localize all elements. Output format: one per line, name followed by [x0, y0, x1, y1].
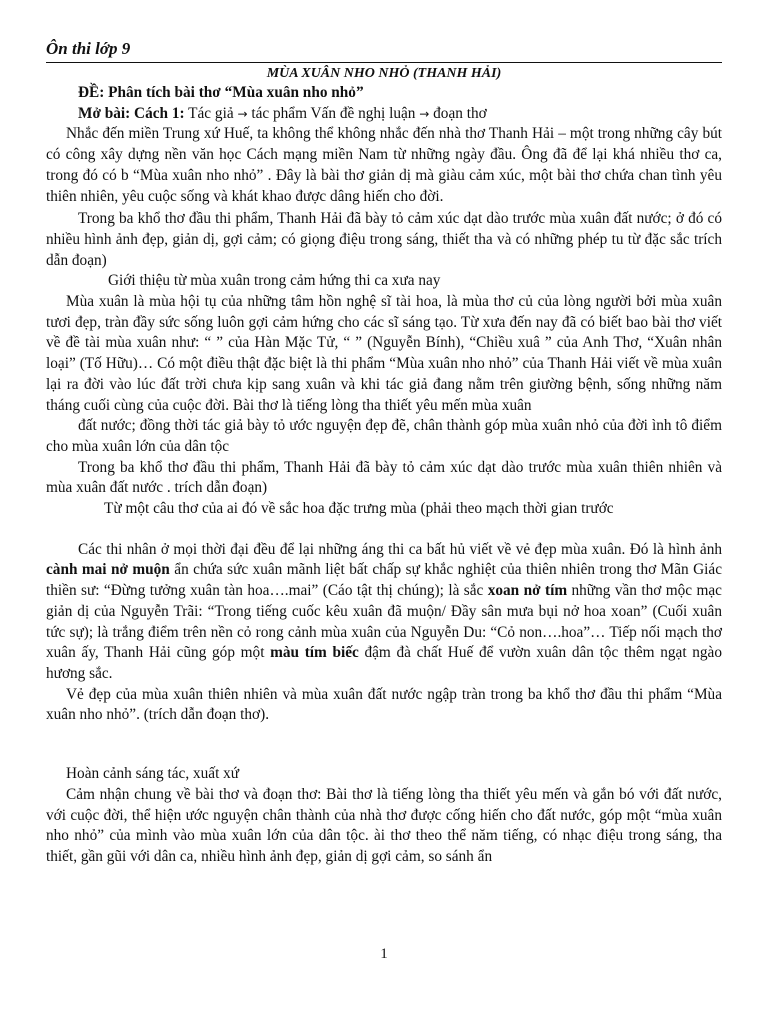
paragraph-spring-inspiration: Giới thiệu từ mùa xuân trong cảm hứng thi ca xưa nay — [108, 272, 441, 290]
paragraph-three-stanzas: Trong ba khổ thơ đầu thi phẩm, Thanh Hải đã bày tỏ cảm xúc dạt dào trước mùa xuân đất nước; ở đó có nhiều hình ảnh đẹp, giản dị, gợi cảm; có giọng điệu trong sáng, thiết tha và có những phép tu từ đặc sắc trích dẫn đoạn) — [46, 210, 722, 269]
text-span: Các thi nhân ở mọi thời đại đều để lại những áng thi ca bất hủ viết về vẻ đẹp mùa xuân. Đó là hình ảnh — [78, 540, 722, 558]
bold-phrase-mai: cành mai nở muộn — [46, 561, 170, 579]
mo-bai-part2: tác phẩm Vấn đề nghị luận — [247, 104, 420, 122]
document-title: MÙA XUÂN NHO NHỎ (THANH HẢI) — [266, 66, 502, 81]
paragraph-wish: đất nước; đồng thời tác giả bày tỏ ước nguyện đẹp đẽ, chân thành góp mùa xuân nhỏ của đời ình tô điểm cho mùa xuân lớn của dân tộc — [46, 417, 722, 455]
mo-bai-label: Mở bài: Cách 1: — [78, 104, 185, 122]
arrow-right-icon: → — [237, 106, 248, 121]
spacer — [46, 726, 722, 764]
mo-bai-line — [46, 104, 722, 125]
mo-bai-part1: Tác giả — [184, 104, 238, 122]
text-span: đậm đà chất Huế để vườn xuân dân tộc thêm ngạt ngào hương sắc. — [46, 644, 722, 682]
paragraph-context: Hoàn cảnh sáng tác, xuất xứ — [66, 765, 240, 783]
bold-phrase-xoan: xoan nở tím — [487, 582, 568, 600]
bold-phrase-tim-biec: màu tím biếc — [270, 644, 359, 662]
text-span: những vần thơ mộc mạc giản dị của Nguyễn Trãi: “Trong tiếng cuốc kêu xuân đã muộn/ Đầy sân mưa bụi nở hoa xoan” (Cuối xuân tức sự); là trắng điểm trên nền cỏ rong cảnh mùa xuân của Nguyễn Du: “Cỏ non….hoa”… Tiếp nối mạch thơ xuân ấy, Thanh Hải cũng góp một — [46, 582, 722, 662]
mo-bai-part3: đoạn thơ — [429, 104, 487, 122]
de-line — [46, 83, 722, 104]
paragraph-beauty: Vẻ đẹp của mùa xuân thiên nhiên và mùa xuân đất nước ngập tràn trong ba khổ thơ đầu thi phẩm “Mùa xuân nho nhỏ”. (trích dẫn đoạn thơ). — [46, 685, 722, 724]
document-header: Ôn thi lớp 9 — [46, 38, 722, 63]
paragraph-spring-season: Mùa xuân là mùa hội tụ của những tâm hồn nghệ sĩ tài hoa, là mùa thơ củ của lòng người bởi mùa xuân tươi đẹp, tràn đầy sức sống luôn gợi cảm hứng cho các sĩ sáng tạo. Từ xưa đến nay đã có biết bao bài thơ viết về đề tài mùa xuân như: “ ” của Hàn Mặc Tử, “ ” (Nguyễn Bính), “Chiều xuâ ” của Anh Thơ, “Xuân nhân loại” (Tố Hữu)… Có một điều thật đặc biệt là thi phẩm “Mùa xuân nho nhỏ” của Thanh Hải viết về mùa xuân lại ra đời vào lúc đất trời chưa kịp sang xuân và khi tác giả đang nằm trên giường bệnh, sống những năm tháng cuối cùng của cuộc đời. Bài thơ là tiếng lòng tha thiết yêu mến mùa xuân — [46, 293, 722, 414]
paragraph-three-stanzas-2: Trong ba khổ thơ đầu thi phẩm, Thanh Hải đã bày tỏ cảm xúc dạt dào trước mùa xuân thiên nhiên và mùa xuân đất nước . trích dẫn đoạn) — [46, 458, 722, 497]
text-span: ẩn chứa sức xuân mãnh liệt bất chấp sự khắc nghiệt của thiên nhiên trong thơ Mãn Giác thiền sư: “Đừng tưởng xuân tàn hoa….mai” (Cáo tật thị chúng); là sắc — [46, 561, 723, 600]
page-number: 1 — [380, 946, 388, 962]
de-label: ĐỀ: — [78, 84, 105, 101]
paragraph-intro: Nhắc đến miền Trung xứ Huế, ta không thể không nhắc đến nhà thơ Thanh Hải – một trong những cây bút có công xây dựng nền văn học Cách mạng miền Nam từ những ngày đầu. Ông đã để lại khá nhiều thơ ca, trong đó có b “Mùa xuân nho nhỏ” . Đây là bài thơ giản dị mà giàu cảm xúc, một bài thơ chứa chan tình yêu thiên nhiên, yêu cuộc sống và khát khao được dâng hiến cho đời. — [46, 125, 722, 205]
paragraph-poets — [46, 540, 722, 685]
spacer — [46, 520, 722, 540]
de-text: Phân tích bài thơ “Mùa xuân nho nhỏ” — [104, 84, 364, 101]
paragraph-flower-color: Từ một câu thơ của ai đó về sắc hoa đặc trưng mùa (phải theo mạch thời gian trước — [104, 500, 614, 518]
paragraph-general-feeling: Cảm nhận chung về bài thơ và đoạn thơ: Bài thơ là tiếng lòng tha thiết yêu mến và gắn bó với đất nước, với cuộc đời, thể hiện ước nguyện chân thành của nhà thơ được cống hiến cho đất nước, góp một “mùa xuân nho nhỏ” của mình vào mùa xuân lớn của dân tộc. ài thơ theo thể năm tiếng, có nhạc điệu trong sáng, tha thiết, gần gũi với dân ca, nhiều hình ảnh đẹp, giản dị gợi cảm, so sánh ẩn — [46, 785, 722, 865]
document-page — [46, 38, 722, 868]
arrow-right-icon: → — [419, 106, 430, 121]
